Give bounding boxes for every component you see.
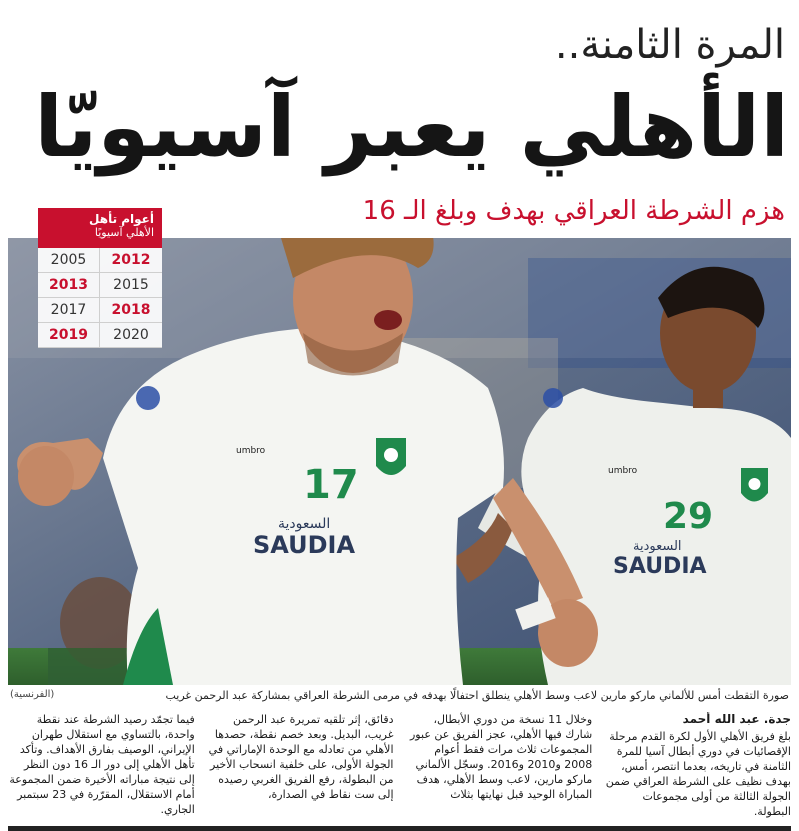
article-column [8, 712, 195, 824]
year-cell: 2020 [100, 323, 162, 348]
player2-sponsor: SAUDIA [613, 554, 707, 579]
article-subhead: هزم الشرطة العراقي بهدف وبلغ الـ 16 [362, 196, 785, 226]
player2-number: 29 [663, 496, 714, 537]
year-cell: 2015 [100, 273, 162, 298]
qualification-years-title: أعوام تأهل [89, 212, 154, 226]
article-column [406, 712, 593, 824]
article-headline: الأهلي يعبر آسيويّا [34, 78, 789, 176]
year-cell: 2012 [100, 248, 162, 273]
qualification-years-grid [38, 248, 162, 348]
article-column [604, 712, 791, 824]
photo-credit: (الفرنسية) [10, 689, 55, 700]
year-cell: 2005 [38, 248, 100, 273]
article-kicker: المرة الثامنة.. [554, 22, 785, 68]
year-cell: 2018 [100, 298, 162, 323]
year-cell: 2013 [38, 273, 100, 298]
qualification-years-header [38, 208, 162, 248]
article-column [207, 712, 394, 824]
article-paragraph: وخلال 11 نسخة من دوري الأبطال، شارك فيها الأهلي، عجز الفريق عن عبور المجموعات ثلاث مرات فقط أعوام 2008 و2010 و2016. وسجّل الألماني ماركو مارين، لاعب وسط الأهلي، هدف المباراة الوحيد قبل نهايتها بثلاث [410, 713, 593, 801]
player1-crest-icon [376, 438, 406, 475]
bottom-rule [8, 826, 791, 831]
player1-kit-brand: umbro [236, 446, 266, 456]
article-paragraph: فيما تجمّد رصيد الشرطة عند نقطة واحدة، بالتساوي مع استقلال طهران الإيراني، الوصيف بفارق الأهداف. وتأكد تأهل الأهلي إلى دور الـ 16 دون النظر إلى نتيجة مباراته الأخيرة ضمن المجموعة أمام الاستقلال، المقرّرة في 23 سبتمبر الجاري. [9, 713, 195, 816]
player1-number: 17 [303, 462, 359, 508]
photo-caption: صورة التقطت أمس للألماني ماركو مارين لاعب وسط الأهلي ينطلق احتفالًا بهدفه في مرمى الشرطة العراقي بمشاركة عبد الرحمن غريب [165, 689, 789, 702]
player2-crest-icon [741, 468, 768, 502]
article-paragraph: بلغ فريق الأهلي الأول لكرة القدم مرحلة الإقصائيات في دوري أبطال آسيا للمرة الثامنة في تاريخه، بعدما انتصر، أمس، بهدف نظيف على الشرطة العراقي ضمن الجولة الثالثة من أولى مجموعات البطولة. [605, 730, 791, 818]
article-byline: جدة. عبد الله أحمد [682, 712, 791, 726]
qualification-years-subtitle: الأهلي آسيويًا [94, 226, 154, 239]
player2-kit-brand: umbro [608, 466, 638, 476]
year-cell: 2017 [38, 298, 100, 323]
article-body [8, 712, 791, 824]
year-cell: 2019 [38, 323, 100, 348]
qualification-years-box [38, 208, 162, 348]
article-paragraph: دقائق، إثر تلقيه تمريرة عبد الرحمن غريب، البديل. وبعد خصم نقطة، حصدها الأهلي من تعادله مع الوحدة الإماراتي في الجولة الأولى، على خلفية انسحاب الأخير من البطولة، رفع الفريق الغربي رصيده إلى ست نقاط في الصدارة، [208, 713, 394, 801]
player2-sponsor-arabic: السعودية [633, 539, 682, 554]
player1-sponsor: SAUDIA [253, 531, 356, 559]
player1-sponsor-arabic: السعودية [278, 516, 331, 532]
